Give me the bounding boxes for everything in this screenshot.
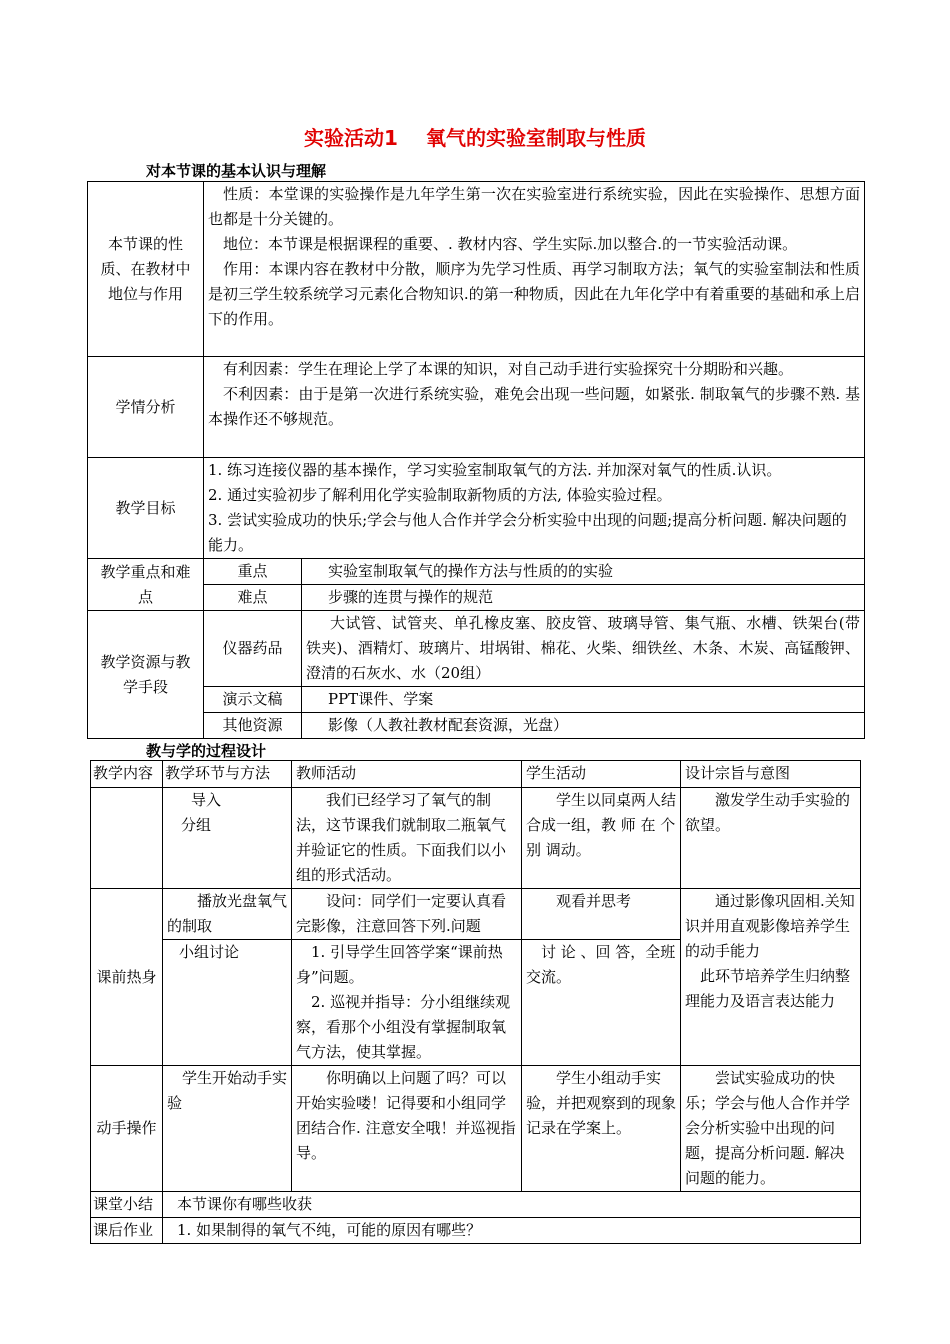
key-point-label: 重点	[204, 559, 302, 585]
row3-teacher	[292, 940, 522, 1066]
row4-purpose: 尝试实验成功的快乐；学会与他人合作并学会分析实验中出现的问题，提高分析问题. 解决问题的能力。	[681, 1066, 861, 1192]
page-title	[0, 122, 950, 151]
row1-purpose: 激发学生动手实验的欲望。	[681, 788, 861, 889]
nature-content	[204, 182, 865, 357]
row4-content: 动手操作	[91, 1066, 163, 1192]
header-purpose: 设计宗旨与意图	[681, 761, 861, 788]
slides-text: PPT课件、学案	[302, 687, 865, 713]
row6-content: 课后作业	[91, 1218, 163, 1244]
row1-student: 学生以同桌两人结合成一组，教 师 在 个 别 调动。	[522, 788, 681, 889]
row2-purpose	[681, 889, 861, 1066]
role-paragraph: 作用：本课内容在教材中分散，顺序为先学习性质、再学习制取方法；氧气的实验室制法和性质是初三学生较系统学习元素化合物知识.的第一种物质，因此在九年化学中有着重要的基础和承上启下的作用。	[208, 260, 860, 328]
title-part-2: 氧气的实验室制取与性质	[425, 126, 646, 150]
unfavorable-factors: 不利因素：由于是第一次进行系统实验，难免会出现一些问题，如紧张. 制取氧气的步骤不熟. 基本操作还不够规范。	[208, 385, 860, 428]
row2-purpose-b: 此环节培养学生归纳整理能力及语言表达能力	[685, 967, 851, 1010]
equipment-label: 仪器药品	[204, 611, 302, 687]
row2-method: 播放光盘氧气的制取	[163, 889, 292, 940]
header-student: 学生活动	[522, 761, 681, 788]
row1-teacher: 我们已经学习了氧气的制法，这节课我们就制取二瓶氧气并验证它的性质。下面我们以小组的形式活动。	[292, 788, 522, 889]
section-heading-basic: 对本节课的基本认识与理解	[146, 162, 327, 180]
row3-student: 讨 论 、回 答，全班交流。	[522, 940, 681, 1066]
row3-teacher-a: 1. 引导学生回答学案“课前热身”问题。	[296, 943, 503, 986]
nature-label: 本节课的性质、在教材中地位与作用	[88, 182, 204, 357]
row1-content	[91, 788, 163, 889]
other-resources-text: 影像（人教社教材配套资源，光盘）	[302, 713, 865, 739]
goal-item: 1. 练习连接仪器的基本操作，学习实验室制取氧气的方法. 并加深对氧气的性质.认识。	[208, 461, 782, 479]
basic-understanding-table	[87, 181, 865, 739]
row2-content: 课前热身	[91, 889, 163, 1066]
row1-method-b: 分组	[181, 816, 212, 834]
goal-item: 2. 通过实验初步了解利用化学实验制取新物质的方法, 体验实验过程。	[208, 486, 672, 504]
row2-student: 观看并思考	[522, 889, 681, 940]
other-resources-label: 其他资源	[204, 713, 302, 739]
title-part-1: 实验活动1	[304, 126, 398, 150]
row4-student: 学生小组动手实验，并把观察到的现象记录在学案上。	[522, 1066, 681, 1192]
row2-teacher: 设问：同学们一定要认真看完影像，注意回答下列.问题	[292, 889, 522, 940]
row1-method	[163, 788, 292, 889]
header-content: 教学内容	[91, 761, 163, 788]
resources-label: 教学资源与教学手段	[88, 611, 204, 739]
row3-teacher-b: 2. 巡视并指导：分小组继续观察，看那个小组没有掌握制取氧气方法，使其掌握。	[296, 993, 511, 1061]
row1-method-a: 导入	[191, 791, 222, 809]
header-teacher: 教师活动	[292, 761, 522, 788]
key-point-text: 实验室制取氧气的操作方法与性质的的实验	[302, 559, 865, 585]
difficulty-text: 步骤的连贯与操作的规范	[302, 585, 865, 611]
row2-purpose-a: 通过影像巩固相.关知识并用直观影像培养学生的动手能力	[685, 892, 855, 960]
equipment-text: 大试管、试管夹、单孔橡皮塞、胶皮管、玻璃导管、集气瓶、水槽、铁架台(带铁夹)、酒精灯、玻璃片、坩埚钳、棉花、火柴、细铁丝、木条、木炭、高锰酸钾、澄清的石灰水、水（20组）	[302, 611, 865, 687]
goal-item: 3. 尝试实验成功的快乐;学会与他人合作并学会分析实验中出现的问题;提高分析问题. 解决问题的能力。	[208, 511, 847, 554]
goal-content	[204, 458, 865, 559]
row6-text: 1. 如果制得的氧气不纯，可能的原因有哪些？	[163, 1218, 861, 1244]
row3-method: 小组讨论	[163, 940, 292, 1066]
nature-paragraph: 性质：本堂课的实验操作是九年学生第一次在实验室进行系统实验，因此在实验操作、思想方面也都是十分关键的。	[208, 185, 860, 228]
process-design-table	[90, 760, 861, 1244]
favorable-factors: 有利因素：学生在理论上学了本课的知识，对自己动手进行实验探究十分期盼和兴趣。	[223, 360, 794, 378]
row4-teacher: 你明确以上问题了吗？可以开始实验喽！记得要和小组同学团结合作. 注意安全哦！并巡视指导。	[292, 1066, 522, 1192]
key-difficulty-label: 教学重点和难点	[88, 559, 204, 611]
row5-text: 本节课你有哪些收获	[163, 1192, 861, 1218]
analysis-label: 学情分析	[88, 357, 204, 458]
analysis-content	[204, 357, 865, 458]
row4-method: 学生开始动手实验	[163, 1066, 292, 1192]
position-paragraph: 地位：本节课是根据课程的重要、. 教材内容、学生实际.加以整合.的一节实验活动课。	[223, 235, 798, 253]
slides-label: 演示文稿	[204, 687, 302, 713]
goal-label: 教学目标	[88, 458, 204, 559]
section-heading-process: 教与学的过程设计	[146, 742, 267, 760]
difficulty-label: 难点	[204, 585, 302, 611]
row5-content: 课堂小结	[91, 1192, 163, 1218]
header-method: 教学环节与方法	[163, 761, 292, 788]
